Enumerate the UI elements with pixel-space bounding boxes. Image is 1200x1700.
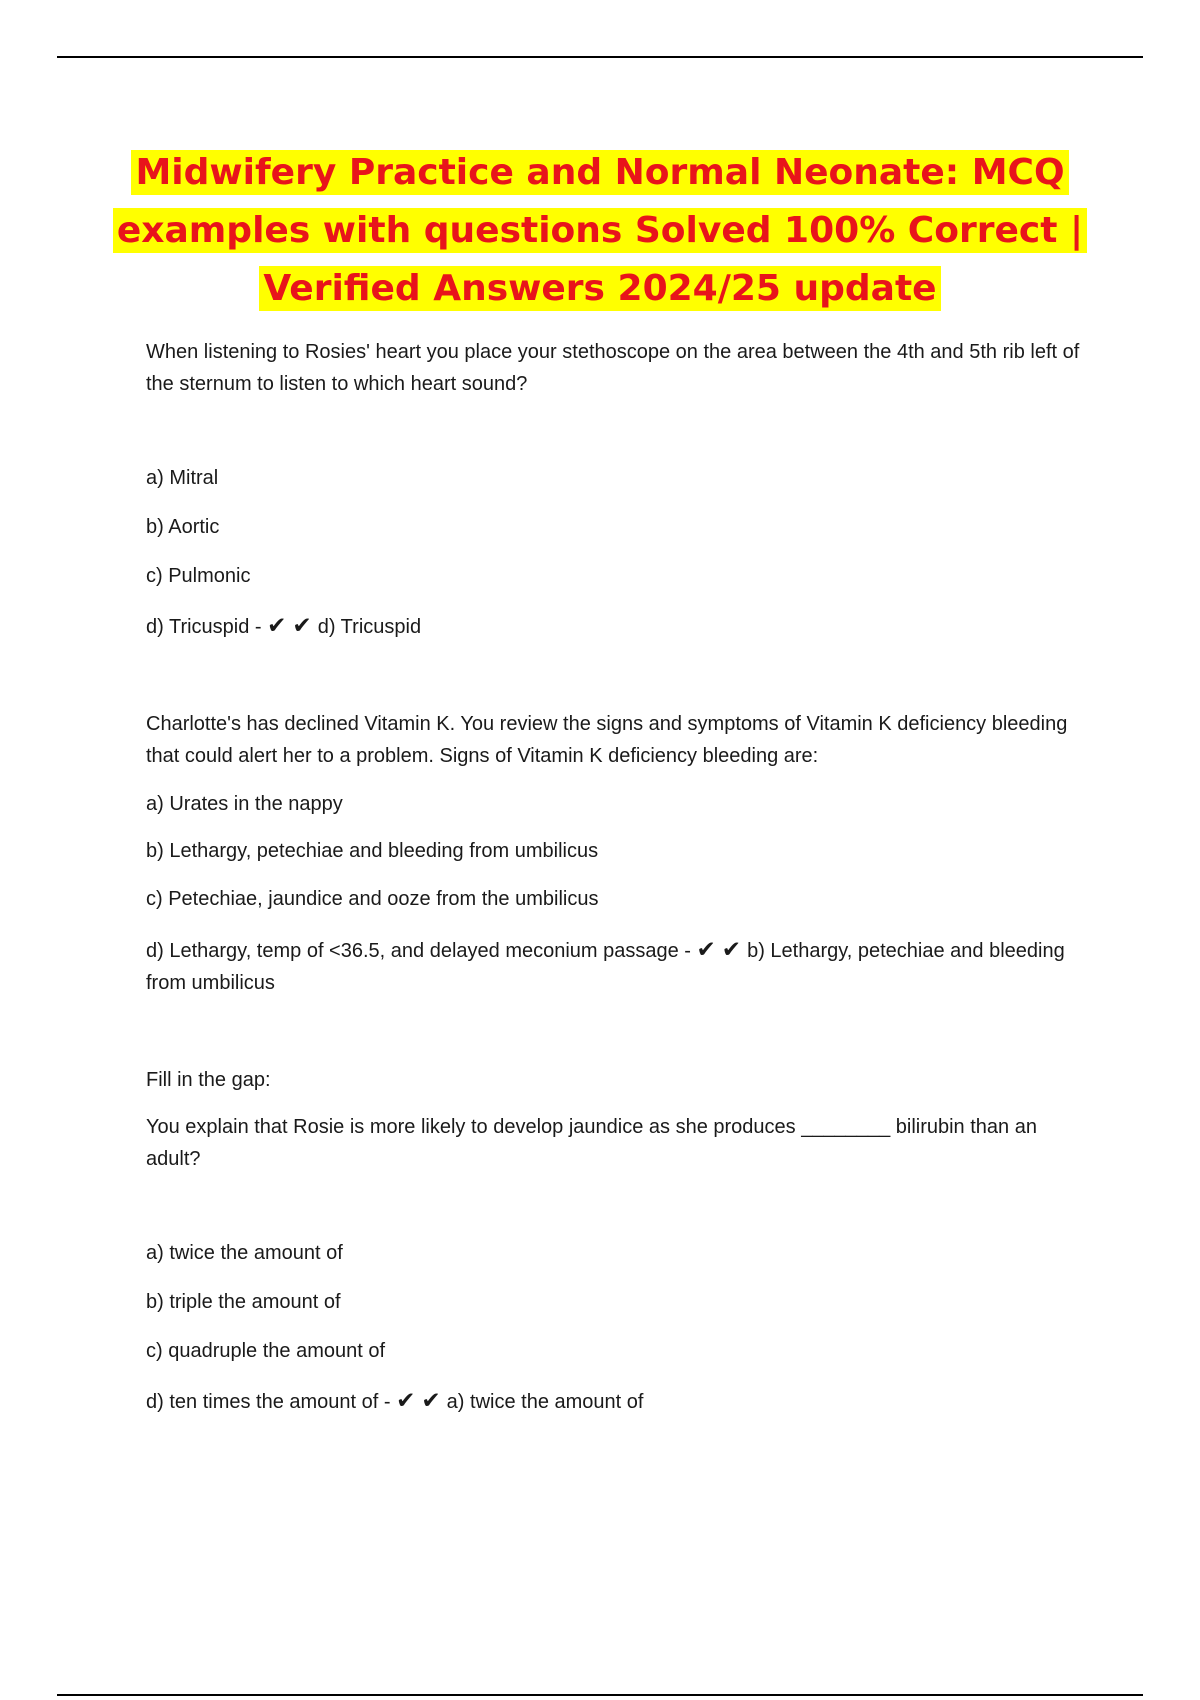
q3-prompt: Fill in the gap: [146, 1069, 271, 1091]
q3-answer: a) twice the amount of [446, 1391, 644, 1413]
q2-option-c: c) Petechiae, jaundice and ooze from the umbilicus [146, 888, 599, 910]
page-title [100, 144, 1100, 318]
q2-answer: b) Lethargy, petechiae and bleeding from umbilicus [146, 940, 1065, 994]
q3-option-d-line [146, 1385, 1086, 1418]
q2-option-d: d) Lethargy, temp of <36.5, and delayed meconium passage - [146, 940, 691, 962]
q2-stem: Charlotte's has declined Vitamin K. You review the signs and symptoms of Vitamin K deficiency bleeding that could alert her to a problem. Signs of Vitamin K deficiency bleeding are: [146, 713, 1068, 767]
q3-stem: You explain that Rosie is more likely to develop jaundice as she produces ________ bilirubin than an adult? [146, 1116, 1037, 1170]
bottom-rule [57, 1694, 1143, 1696]
double-checkmark-icon: ✔✔ [696, 937, 748, 963]
q1-option-b: b) Aortic [146, 516, 220, 538]
top-rule [57, 56, 1143, 58]
q1-answer: d) Tricuspid [317, 616, 422, 638]
q1-option-a: a) Mitral [146, 467, 219, 489]
q1-stem: When listening to Rosies' heart you place your stethoscope on the area between the 4th and 5th rib left of the sternum to listen to which heart sound? [146, 341, 1080, 395]
q3-option-b: b) triple the amount of [146, 1291, 341, 1313]
title-line-2: examples with questions Solved 100% Correct | [113, 208, 1087, 253]
double-checkmark-icon: ✔✔ [267, 613, 318, 639]
q3-option-d: d) ten times the amount of - [146, 1391, 391, 1413]
title-line-3: Verified Answers 2024/25 update [259, 266, 940, 311]
q3-option-c: c) quadruple the amount of [146, 1340, 386, 1362]
q3-option-a: a) twice the amount of [146, 1242, 343, 1264]
q1-option-d: d) Tricuspid - [146, 616, 262, 638]
q1-option-d-line [146, 610, 1086, 643]
double-checkmark-icon: ✔✔ [396, 1388, 447, 1414]
title-line-1: Midwifery Practice and Normal Neonate: MCQ [131, 150, 1068, 195]
q2-option-a: a) Urates in the nappy [146, 793, 343, 815]
q2-option-b: b) Lethargy, petechiae and bleeding from umbilicus [146, 840, 599, 862]
q2-option-d-line [146, 934, 1086, 999]
q1-option-c: c) Pulmonic [146, 565, 251, 587]
